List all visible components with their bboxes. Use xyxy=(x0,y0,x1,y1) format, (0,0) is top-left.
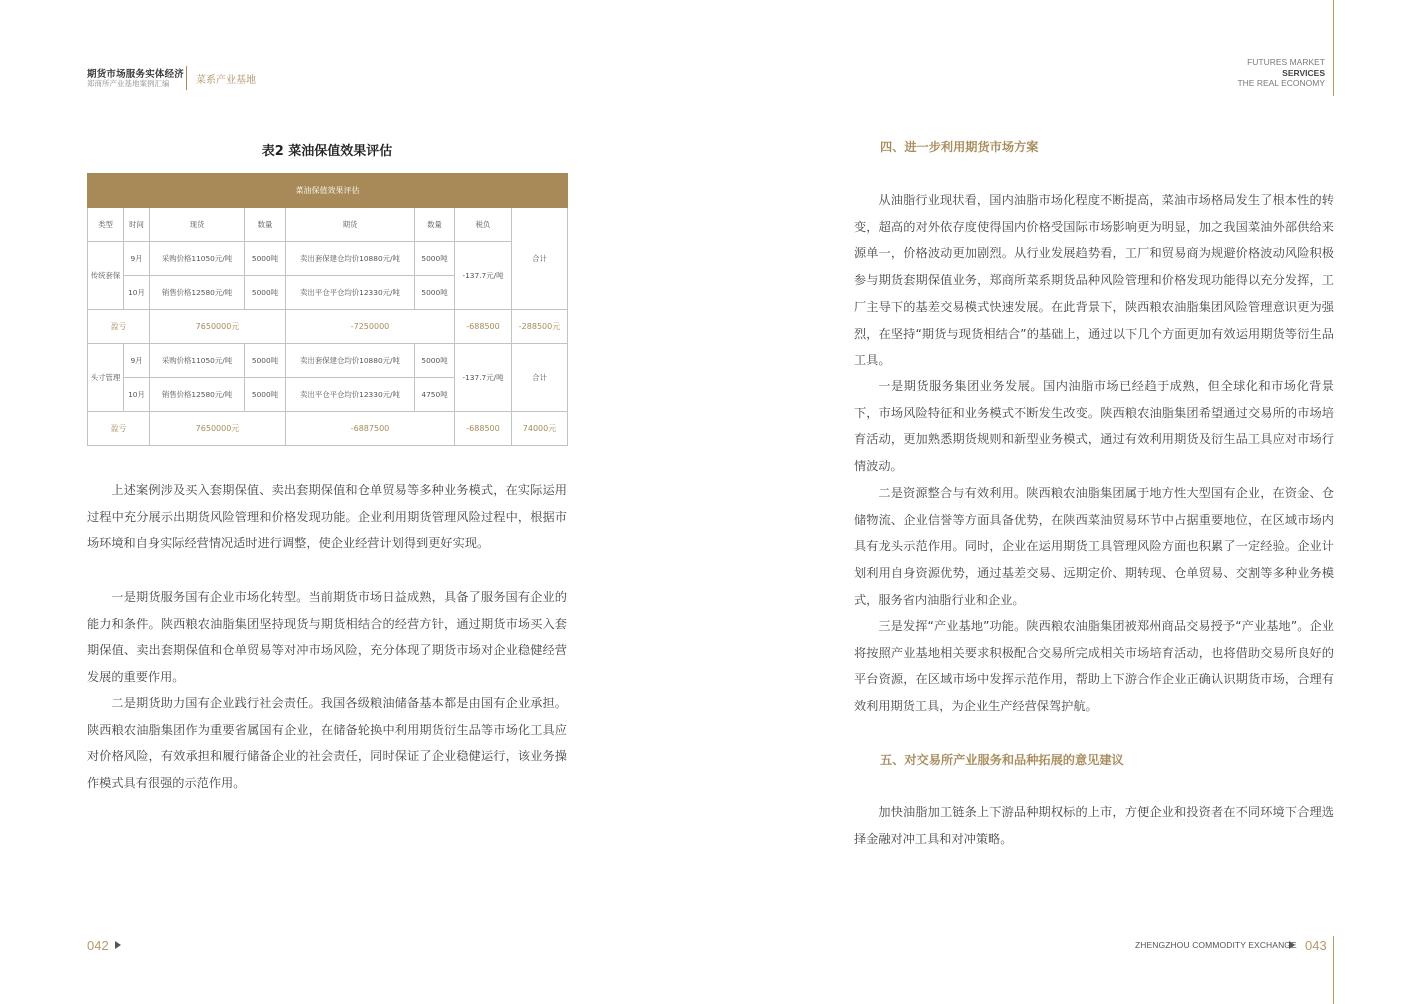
table-type-cell: 传统套保 xyxy=(88,242,124,310)
right-vertical-rule-bottom xyxy=(1333,936,1334,1004)
arrow-right-icon xyxy=(115,941,121,949)
table-title: 表2 菜油保值效果评估 xyxy=(261,144,393,159)
table-qty-cell: 5000吨 xyxy=(415,344,455,378)
table-time-cell: 10月 xyxy=(124,276,150,310)
table-time-cell: 9月 xyxy=(124,242,150,276)
right-paragraph-5: 加快油脂加工链条上下游品种期权标的上市，方便企业和投资者在不同环境下合理选择金融对冲工具和对冲策略。 xyxy=(854,805,1334,846)
right-vertical-rule-top xyxy=(1333,0,1334,96)
section-heading-5: 五、对交易所产业服务和品种拓展的意见建议 xyxy=(880,753,1124,767)
table-time-cell: 10月 xyxy=(124,378,150,412)
header-divider xyxy=(186,66,187,90)
table-futures-cell: 卖出平仓平仓均价12330元/吨 xyxy=(286,276,415,310)
left-paragraph-3: 二是期货助力国有企业践行社会责任。我国各级粮油储备基本都是由国有企业承担。陕西粮农油脂集团作为重要省属国有企业，在储备轮换中利用期货衍生品等市场化工具应对价格风险，有效承担和履行储备企业的社会责任，同时保证了企业稳健运行，该业务操作模式具有很强的示范作用。 xyxy=(87,696,567,791)
table-spot-cell: 采购价格11050元/吨 xyxy=(150,344,245,378)
table-header-cell: 税负 xyxy=(455,208,512,242)
header-section-label: 菜系产业基地 xyxy=(196,75,256,86)
table-pl-total: -288500元 xyxy=(512,310,568,344)
table-qty-cell: 5000吨 xyxy=(245,344,286,378)
table-spot-cell: 采购价格11050元/吨 xyxy=(150,242,245,276)
table-qty-cell: 5000吨 xyxy=(415,276,455,310)
table-header-cell: 期货 xyxy=(286,208,415,242)
header-right-brand xyxy=(1237,57,1325,89)
table-qty-cell: 4750吨 xyxy=(415,378,455,412)
table-type-cell: 头寸管理 xyxy=(88,344,124,412)
table-pl-spot: 7650000元 xyxy=(150,310,286,344)
footer-exchange-label: ZHENGZHOU COMMODITY EXCHANGE xyxy=(1135,940,1297,950)
table-pl-futures: -7250000 xyxy=(286,310,455,344)
right-paragraph-1: 从油脂行业现状看，国内油脂市场化程度不断提高，菜油市场格局发生了根本性的转变，超高的对外依存度使得国内价格受国际市场影响更为明显，加之我国菜油外部供给来源单一，价格波动更加剧烈。从行业发展趋势看，工厂和贸易商为规避价格波动风险积极参与期货套期保值业务，郑商所菜系期货品种风险管理和价格发现功能得以充分发挥，工厂主导下的基差交易模式快速发展。在此背景下，陕西粮农油脂集团风险管理意识更为强烈，在坚持“期货与现货相结合”的基础上，通过以下几个方面更加有效运用期货等衍生品工具。 xyxy=(854,193,1334,368)
page-number-right: 043 xyxy=(1305,938,1327,953)
table-tax-cell: -137.7元/吨 xyxy=(455,242,512,310)
table-futures-cell: 卖出套保建仓均价10880元/吨 xyxy=(286,242,415,276)
header-left-subtitle: 郑商所产业基地案例汇编 xyxy=(87,79,170,88)
table-futures-cell: 卖出套保建仓均价10880元/吨 xyxy=(286,344,415,378)
table-header-cell: 数量 xyxy=(415,208,455,242)
header-right-line3: THE REAL ECONOMY xyxy=(1237,78,1325,88)
table-spot-cell: 销售价格12580元/吨 xyxy=(150,378,245,412)
table-caption: 菜油保值效果评估 xyxy=(88,174,568,208)
right-paragraph-2: 一是期货服务集团业务发展。国内油脂市场已经趋于成熟，但全球化和市场化背景下，市场风险特征和业务模式不断发生改变。陕西粮农油脂集团希望通过交易所的市场培育活动，更加熟悉期货规则和新型业务模式，通过有效利用期货及衍生品工具应对市场行情波动。 xyxy=(854,379,1334,474)
right-paragraph-4: 三是发挥“产业基地”功能。陕西粮农油脂集团被郑州商品交易授予“产业基地”。企业将按照产业基地相关要求积极配合交易所完成相关市场培育活动，也将借助交易所良好的平台资源，在区域市场中发挥示范作用，帮助上下游合作企业正确认识期货市场，合理有效利用期货工具，为企业生产经营保驾护航。 xyxy=(854,619,1334,714)
table-header-cell: 时间 xyxy=(124,208,150,242)
table-pl-tax: -688500 xyxy=(455,412,512,446)
table-total-label: 合计 xyxy=(512,208,568,310)
left-paragraph-1: 上述案例涉及买入套期保值、卖出套期保值和仓单贸易等多种业务模式，在实际运用过程中充分展示出期货风险管理和价格发现功能。企业利用期货管理风险过程中，根据市场环境和自身实际经营情况适时进行调整，使企业经营计划得到更好实现。 xyxy=(87,483,567,551)
table-pl-tax: -688500 xyxy=(455,310,512,344)
section-heading-4: 四、进一步利用期货市场方案 xyxy=(880,140,1039,154)
table-qty-cell: 5000吨 xyxy=(415,242,455,276)
table-header-cell: 类型 xyxy=(88,208,124,242)
table-tax-cell: -137.7元/吨 xyxy=(455,344,512,412)
hedge-evaluation-table xyxy=(87,173,568,446)
table-pl-label: 盈亏 xyxy=(88,310,150,344)
table-pl-total: 74000元 xyxy=(512,412,568,446)
table-qty-cell: 5000吨 xyxy=(245,378,286,412)
table-pl-spot: 7650000元 xyxy=(150,412,286,446)
table-pl-label: 盈亏 xyxy=(88,412,150,446)
page-number-left: 042 xyxy=(87,938,109,953)
table-header-cell: 数量 xyxy=(245,208,286,242)
left-paragraph-2: 一是期货服务国有企业市场化转型。当前期货市场日益成熟，具备了服务国有企业的能力和条件。陕西粮农油脂集团坚持现货与期货相结合的经营方针，通过期货市场买入套期保值、卖出套期保值和仓单贸易等对冲市场风险，充分体现了期货市场对企业稳健经营发展的重要作用。 xyxy=(87,590,567,685)
table-header-cell: 现货 xyxy=(150,208,245,242)
table-qty-cell: 5000吨 xyxy=(245,242,286,276)
table-spot-cell: 销售价格12580元/吨 xyxy=(150,276,245,310)
table-time-cell: 9月 xyxy=(124,344,150,378)
header-left-title: 期货市场服务实体经济 xyxy=(87,69,185,80)
header-right-line2: SERVICES xyxy=(1282,67,1325,78)
table-total-label: 合计 xyxy=(512,344,568,412)
header-right-line1: FUTURES MARKET xyxy=(1247,57,1325,67)
right-paragraph-3: 二是资源整合与有效利用。陕西粮农油脂集团属于地方性大型国有企业，在资金、仓储物流、企业信誉等方面具备优势，在陕西菜油贸易环节中占据重要地位，在区域市场内具有龙头示范作用。同时，企业在运用期货工具管理风险方面也积累了一定经验。企业计划利用自身资源优势，通过基差交易、远期定价、期转现、仓单贸易、交割等多种业务模式，服务省内油脂行业和企业。 xyxy=(854,486,1334,607)
arrow-right-icon xyxy=(1289,941,1295,949)
table-qty-cell: 5000吨 xyxy=(245,276,286,310)
table-futures-cell: 卖出平仓平仓均价12330元/吨 xyxy=(286,378,415,412)
table-pl-futures: -6887500 xyxy=(286,412,455,446)
